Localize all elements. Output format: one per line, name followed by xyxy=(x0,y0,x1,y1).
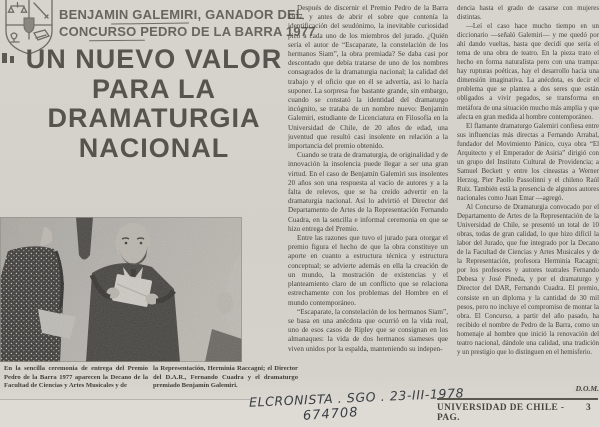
main-headline xyxy=(16,45,292,163)
kicker-line: CONCURSO PEDRO DE LA BARRA 1977 xyxy=(59,23,316,39)
clipping-edge xyxy=(0,399,250,400)
article-paragraph: Cuando se trata de dramaturgia, de originalidad y de innovación la insolencia puede llegar a ser una gran virtud. En el caso de Benjamín Galemiri sus insolentes 20 años son una respuesta al vacío de autores y a la falta de relevos, que se ha creído advertir en la dramaturgia nacional. Así lo advirtió el Director del Departamento de Artes de la Representación Fernando Cuadra, en la sencilla e informal ceremonia en que se hizo entrega del Premio. xyxy=(288,151,448,233)
page-footer xyxy=(437,398,598,423)
article-paragraph: Entre las razones que tuvo el jurado para otorgar el premio figura el hecho de que la obra constituye un aporte en cuanto a estructura técnica y estructura conceptual; se advierte además en ella la creación de un mundo, la mostración de existencias y el planteamiento claro de un conflicto que se relaciona estrechamente con los problemas del Hombre en el mundo contemporáneo. xyxy=(288,234,448,307)
pen-underline-pedro xyxy=(89,39,145,41)
article-column-middle xyxy=(288,4,448,393)
article-paragraph: —Leí el caso hace mucho tiempo en un diccionario —señaló Galemiri— y me quedó por ahí dando vueltas, hasta que decidí que sería el tema de una obra de teatro. En la pieza trato el hecho en forma naturalista pero con una trampa: hay rupturas poéticas, hay el desarrollo hacia una dimensión imaginativa. La anécdota, es decir el problema que se plantea a dos seres que están obligados a vivir pegados, se transforma en metáfora de una situación mucho más amplia y que afecta en gran medida al hombre contemporáneo. xyxy=(457,23,599,121)
kicker-line: BENJAMIN GALEMIRI, GANADOR DEL xyxy=(59,7,305,22)
article-byline: D.O.M. xyxy=(572,384,599,393)
handwritten-source-date: ELCRONISTA . SGO . 23-III-1978 xyxy=(248,385,465,410)
footer-page-number: 3 xyxy=(585,403,591,413)
headline-line: PARA LA xyxy=(92,73,216,104)
handwritten-archive-number: 674708 xyxy=(302,405,360,424)
footer-publication: UNIVERSIDAD DE CHILE - PAG. xyxy=(437,403,565,423)
article-paragraph: Después de discernir el Premio Pedro de la Barra 1977, y antes de abrir el sobre que contenía la identificación del seudónimo, la inevitable curiosidad picó a cada uno de los miembros del jurado. ¿Quién sería el autor de “Escaparate, la constelación de los hermanos Siam”, la obra premiada? Se daba casi por descontado que debía tratarse de uno de los nombres consagrados de la dramaturgia nacional; la calidad del trabajo y el oficio que en él se advertía, así lo hacía suponer. La sorpresa fue bastante grande, sin embargo, cuando se constató la identidad del dramaturgo incógnito, se trataba de un nombre nuevo: Benjamín Galemiri, estudiante de Licenciatura en Filosofía en la Universidad de Chile, de 20 años de edad, una juventud que resultó casi insolente en relación a la importancia del premio obtenido. xyxy=(288,4,448,151)
torn-edge-mark xyxy=(10,56,14,63)
article-paragraph: El flamante dramaturgo Galemiri confiesa entre sus influencias más directas a Fernando Arrabal, fundador del Movimiento Pánico, cuya obra “El Arquitecto y el Emperador de Asiria” dirigió con un grupo del Instituto Cultural de Providencia; a Samuel Beckett y entre los cineastas a Werner Herzog, Pier Paollo Passolinni y el chileno Raúl Ruiz. También está la presencia de algunos autores nacionales como Juan Emar —agregó. xyxy=(457,122,599,202)
ceremony-photograph xyxy=(0,217,242,362)
photo-caption-left: En la sencilla ceremonia de entrega del Premio Pedro de la Barra 1977 aparecen la Decano de la Facultad de Ciencias y Artes Musicales y de xyxy=(4,365,148,390)
article-column-right xyxy=(457,4,599,393)
headline-line: UN NUEVO VALOR xyxy=(25,44,283,74)
article-paragraph: dencia hasta el grado de casarse con mujeres distintas. xyxy=(457,5,599,22)
headline-line: DRAMATURGIA xyxy=(47,103,261,133)
article-paragraph: “Escaparate, la constelación de los hermanos Siam”, se basa en una anécdota que ocurrió en la vida real, uno de esos casos de Ripley que se consignan en los almanaques: la vida de dos hermanos siameses que viven unidos por la espalda, manteniendo su indepen- xyxy=(288,307,448,353)
photo-caption-right: la Representación, Herminia Raccagni; el Director del D.A.R., Fernando Cuadra y el dramaturgo premiado Benjamín Galemiri. xyxy=(153,365,298,390)
headline-line: NACIONAL xyxy=(78,132,230,163)
article-paragraph: Al Concurso de Dramaturgia convocado por el Departamento de Artes de la Representación de la Universidad de Chile, se presentó un total de 10 obras, todas de gran calidad, lo que hizo difícil la labor del Jurado, que fue integrado por la Decano de la Facultad de Ciencias y Artes Musicales y de la Representación, profesora Herminia Racagni; por los profesores y autores teatrales Fernando Debesa y José Pineda, y por el dramaturgo y Director del DAR, Fernando Cuadra. El premio, consiste en un diploma y la cantidad de 30 mil pesos, pero no incluye el compromiso de montar la obra. El Concurso, a partir del año pasado, ha recibido el nombre de Pedro de la Barra, como un homenaje al hombre que inició la renovación del teatro nacional, dándole una calidad, una tradición y un prestigio que lo distinguen en el hemisferio. xyxy=(457,204,599,356)
torn-edge-mark xyxy=(2,53,7,63)
